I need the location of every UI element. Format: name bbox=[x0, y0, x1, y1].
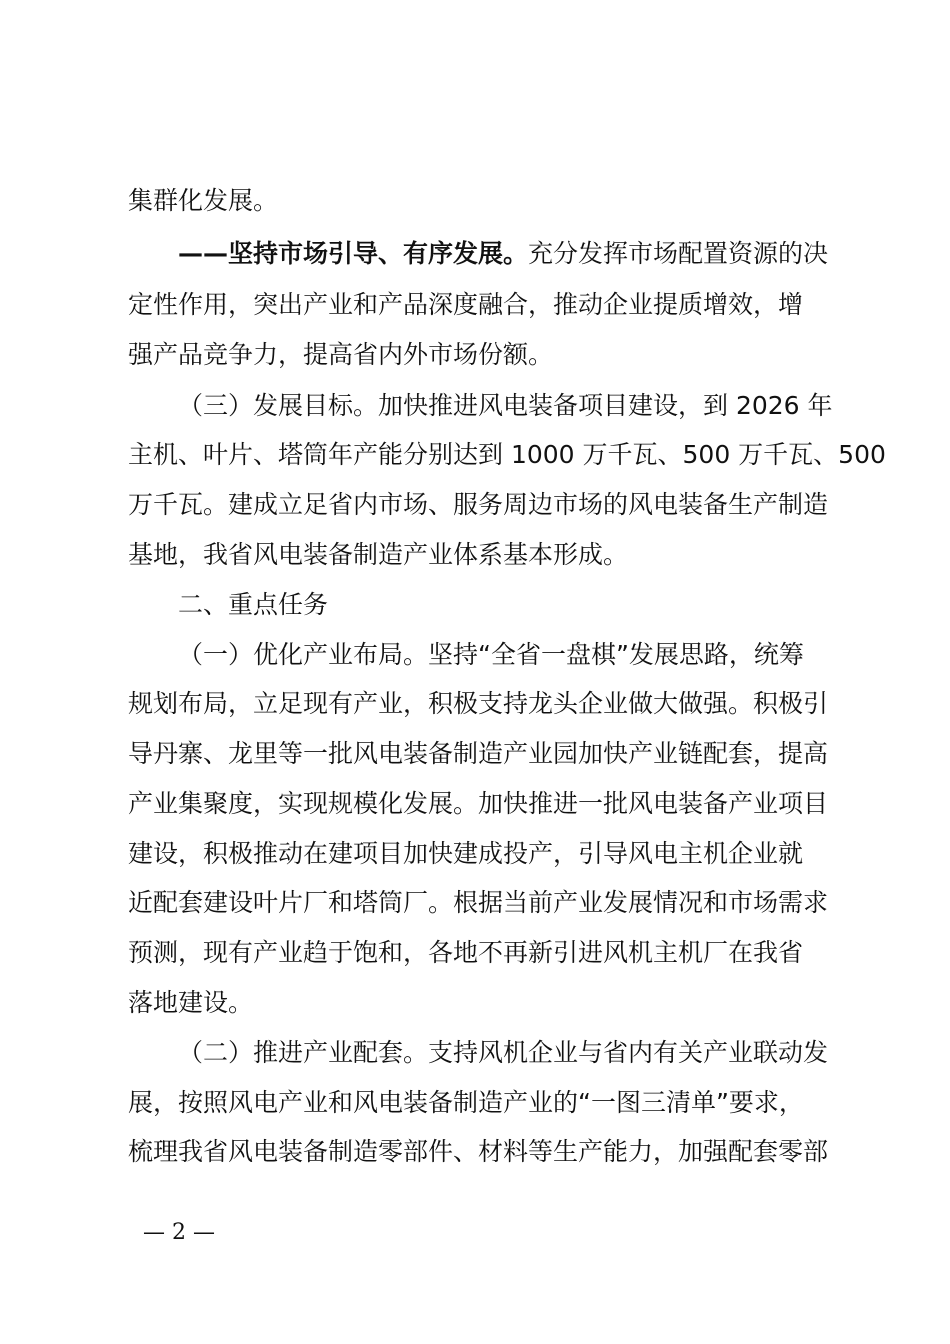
body-line-prefix: 定 bbox=[128, 290, 154, 319]
body-line: 预测，现有产业趋于饱和，各地不再新引进风机主机厂在我省 bbox=[128, 938, 804, 967]
section-heading-key-tasks: 二、重点任务 bbox=[178, 590, 329, 619]
body-line: 主机、叶片、塔筒年产能分别达到 1000 万千瓦、500 万千瓦、500 bbox=[128, 440, 886, 469]
body-line: 导丹寨、龙里等一批风电装备制造产业园加快产业链配套，提高 bbox=[128, 739, 829, 768]
principle-text: 充分发挥市场配置资源的决 bbox=[528, 239, 829, 268]
page-number: — 2 — bbox=[143, 1220, 215, 1245]
body-line: （一）优化产业布局。坚持“全省一盘棋”发展思路，统筹 bbox=[178, 640, 804, 669]
body-line: 强产品竞争力，提高省内外市场份额。 bbox=[128, 340, 554, 369]
body-line: 近配套建设叶片厂和塔筒厂。根据当前产业发展情况和市场需求 bbox=[128, 888, 829, 917]
body-line: 产业集聚度，实现规模化发展。加快推进一批风电装备产业项目 bbox=[128, 789, 829, 818]
principle-heading: ——坚持市场引导、有序发展。 bbox=[178, 239, 529, 268]
body-line: 梳理我省风电装备制造零部件、材料等生产能力，加强配套零部 bbox=[128, 1137, 829, 1166]
body-line: （二）推进产业配套。支持风机企业与省内有关产业联动发 bbox=[178, 1038, 829, 1067]
principle-line bbox=[178, 237, 828, 271]
body-line-rest: 性作用，突出产业和产品深度融合，推动企业提质增效，增 bbox=[153, 290, 804, 319]
body-line: 基地，我省风电装备制造产业体系基本形成。 bbox=[128, 540, 629, 569]
body-line: 规划布局，立足现有产业，积极支持龙头企业做大做强。积极引 bbox=[128, 689, 829, 718]
section-heading-goals: （三）发展目标。加快推进风电装备项目建设，到 2026 年 bbox=[178, 391, 833, 420]
body-line: 建设，积极推动在建项目加快建成投产，引导风电主机企业就 bbox=[128, 839, 804, 868]
body-line: 集群化发展。 bbox=[128, 186, 279, 215]
body-line: 落地建设。 bbox=[128, 988, 254, 1017]
body-line: 万千瓦。建成立足省内市场、服务周边市场的风电装备生产制造 bbox=[128, 490, 829, 519]
body-line bbox=[128, 288, 803, 322]
body-line: 展，按照风电产业和风电装备制造产业的“一图三清单”要求， bbox=[128, 1088, 804, 1117]
